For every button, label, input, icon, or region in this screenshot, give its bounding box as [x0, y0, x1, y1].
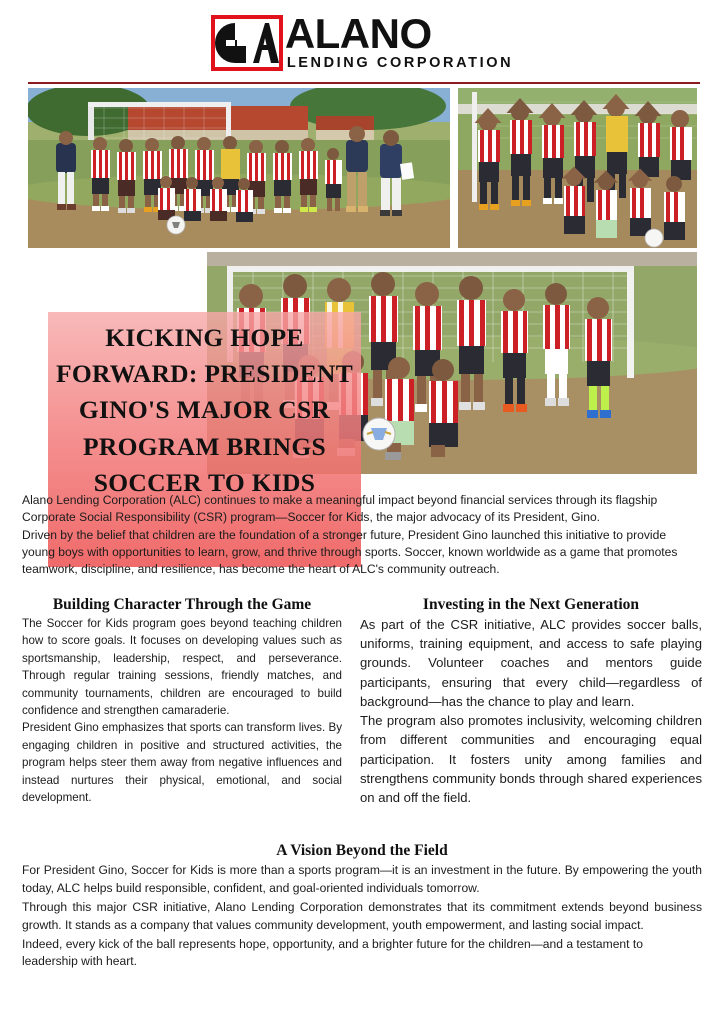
- vision-section: [22, 842, 702, 972]
- page-title: KICKING HOPE FORWARD: PRESIDENT GINO'S MAJOR CSR PROGRAM BRINGS SOCCER TO KIDS: [55, 323, 354, 497]
- brand-tagline: LENDING CORPORATION: [286, 55, 514, 72]
- brand-name: ALANO: [284, 9, 432, 57]
- vision-paragraph: For President Gino, Soccer for Kids is more than a sports program—it is an investment in the future. By empowering the youth today, ALC helps build responsible, confident, and goal-oriented individuals tomorrow.: [22, 863, 702, 895]
- left-column-paragraph: The Soccer for Kids program goes beyond teaching children how to score goals. It focuses on developing values such as sportsmanship, leadership, respect, and perseverance. Through regular training sessions, friendly matches, and community tournaments, children are encouraged to build confidence and strengthen camaraderie.: [22, 617, 342, 717]
- photo-collage: [0, 88, 724, 497]
- ga-monogram-icon: [211, 15, 283, 71]
- right-column-heading: Investing in the Next Generation: [422, 596, 640, 613]
- right-column-paragraph: The program also promotes inclusivity, welcoming children from different communities and encouraging equal participation. It fosters unity among families and strengthens community bonds through shared experiences on and off the field.: [360, 713, 702, 806]
- team-photo-right: [458, 88, 697, 248]
- right-column-paragraph: As part of the CSR initiative, ALC provides soccer balls, uniforms, training equipment, and access to safe playing grounds. Volunteer coaches and mentors guide participants, ensuring that every child—regardless of background—has the chance to play and learn.: [360, 617, 702, 709]
- left-column-paragraph: President Gino emphasizes that sports can transform lives. By engaging children in positive and structured activities, the program helps steer them away from negative influences and instead nurtures their physical, emotional, and social development.: [22, 721, 342, 804]
- right-column: [360, 596, 702, 807]
- left-column: [22, 596, 342, 807]
- vision-paragraph: Through this major CSR initiative, Alano Lending Corporation demonstrates that its commitment extends beyond business growth. It stands as a company that values community development, youth empowerment, and lasting social impact.: [22, 899, 702, 932]
- intro-paragraph: Driven by the belief that children are the foundation of a stronger future, President Gino launched this initiative to provide young boys with opportunities to learn, grow, and thrive through sports. Soccer, known worldwide as a game that promotes teamwork, discipline, and resilience, has become the heart of ALC's community outreach.: [22, 527, 678, 576]
- intro-section: [22, 492, 698, 579]
- vision-heading: A Vision Beyond the Field: [276, 842, 448, 859]
- brand-logo: [211, 9, 514, 72]
- left-column-heading: Building Character Through the Game: [52, 596, 312, 613]
- team-photo-wide: [28, 88, 450, 248]
- masthead-divider: [28, 82, 700, 84]
- two-column-section: [22, 596, 702, 807]
- masthead: [0, 9, 724, 74]
- vision-paragraph: Indeed, every kick of the ball represents hope, opportunity, and a brighter future for the children—and a testament to leadership with heart.: [22, 936, 643, 969]
- intro-paragraph: Alano Lending Corporation (ALC) continues to make a meaningful impact beyond financial services through its flagship Corporate Social Responsibility (CSR) program—Soccer for Kids, the major advocacy of its President, Gino.: [22, 493, 658, 524]
- brand-wordmark: [284, 9, 514, 72]
